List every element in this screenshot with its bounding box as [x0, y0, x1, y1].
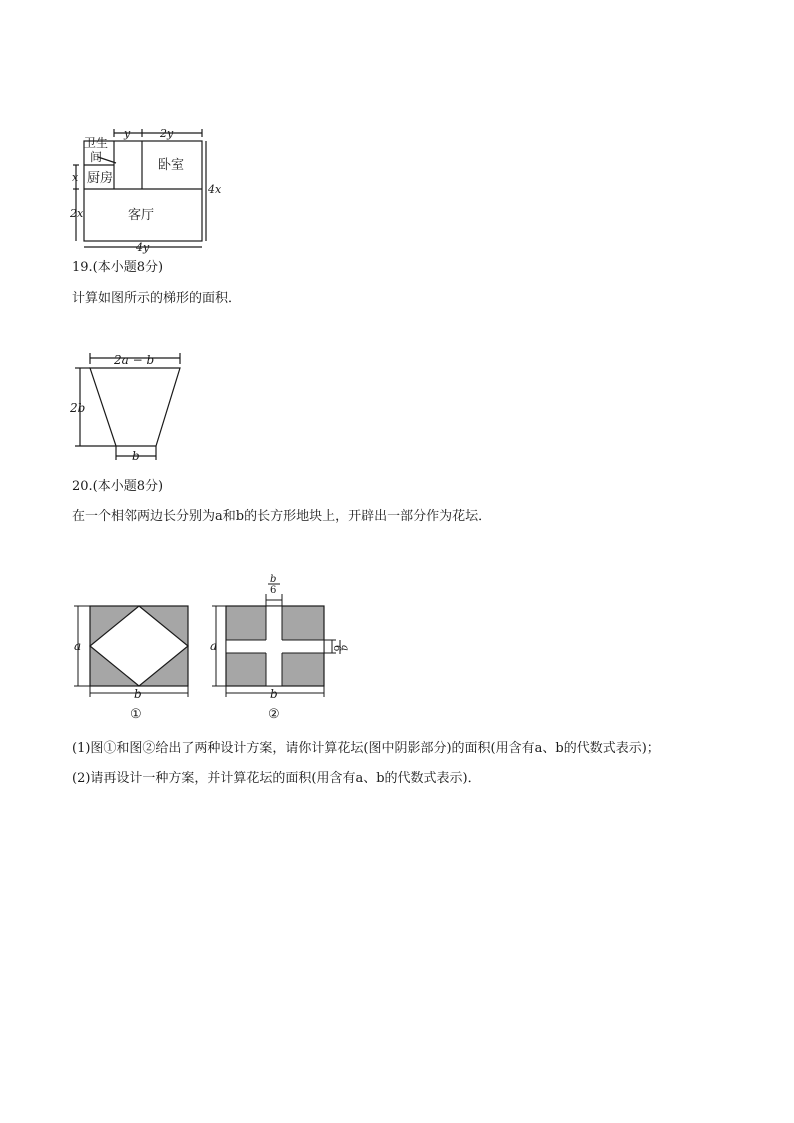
- kitchen-label: 厨房: [87, 171, 114, 186]
- bathroom-label-2: 间: [90, 150, 103, 164]
- dim-x: x: [72, 171, 79, 184]
- trapezoid-height-label: 2b: [70, 401, 86, 415]
- a-over-6-denominator: 6: [331, 645, 342, 652]
- trapezoid-top-label: 2a − b: [114, 353, 155, 367]
- dim-2x: 2x: [70, 207, 84, 220]
- dim-y: y: [124, 127, 131, 140]
- b-over-6-numerator: b: [270, 574, 277, 585]
- living-room-label: 客厅: [128, 208, 155, 223]
- floor-plan-figure: [70, 125, 230, 255]
- q19-heading: 19.(本小题8分): [72, 260, 164, 275]
- design-1-caption: ①: [130, 707, 142, 722]
- design-2-a-label: a: [210, 639, 218, 653]
- trapezoid-figure: [70, 350, 190, 465]
- flowerbed-figures: [70, 572, 355, 722]
- design-2-caption: ②: [268, 707, 280, 722]
- q19-text: 计算如图所示的梯形的面积．: [72, 291, 242, 306]
- q20-text: 在一个相邻两边长分别为a和b的长方形地块上，开辟出一部分作为花坛．: [72, 509, 492, 524]
- dim-2y: 2y: [160, 127, 174, 140]
- bedroom-label: 卧室: [158, 158, 185, 173]
- trapezoid-shape: [90, 368, 180, 446]
- trapezoid-bottom-label: b: [132, 449, 140, 463]
- b-over-6-denominator: 6: [270, 585, 277, 596]
- q20-part1: (1)图①和图②给出了两种设计方案，请你计算花坛(图中阴影部分)的面积(用含有a、b的代数式表示)；: [72, 741, 660, 756]
- bathroom-label-1: 卫生: [84, 136, 109, 150]
- dim-4y: 4y: [136, 241, 150, 254]
- design-1-figure: [74, 606, 188, 722]
- q20-part2: (2)请再设计一种方案，并计算花坛的面积(用含有a、b的代数式表示)．: [72, 771, 481, 786]
- design-2-b-label: b: [270, 687, 278, 701]
- a-over-6-numerator: a: [339, 645, 350, 651]
- design-1-b-label: b: [134, 687, 142, 701]
- q20-heading: 20.(本小题8分): [72, 479, 164, 494]
- design-2-figure: [210, 574, 350, 722]
- dim-4x: 4x: [208, 183, 222, 196]
- design-1-a-label: a: [74, 639, 82, 653]
